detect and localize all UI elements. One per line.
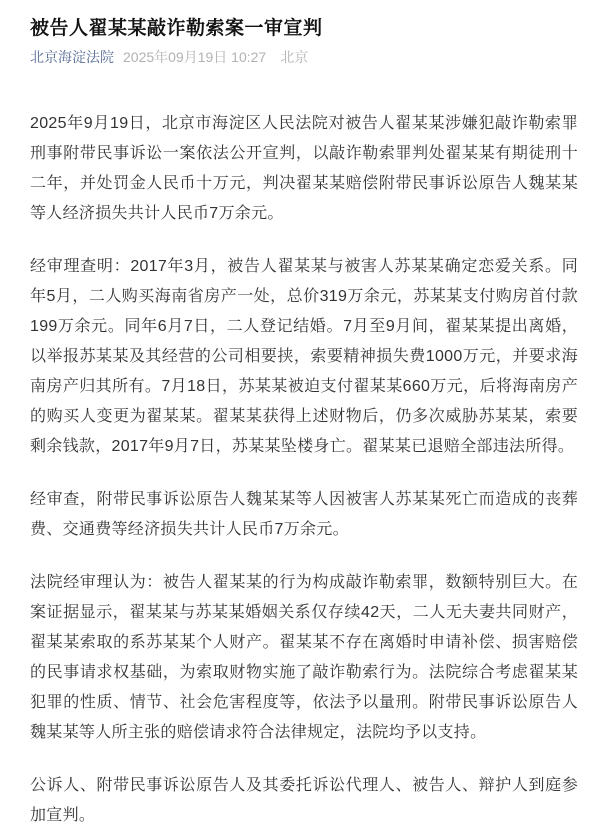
article-meta bbox=[30, 47, 578, 67]
article-paragraph-civil-losses: 经审查，附带民事诉讼原告人魏某某等人因被害人苏某某死亡而造成的丧葬费、交通费等经济损失共计人民币7万余元。 bbox=[30, 491, 578, 538]
publish-datetime: 2025年09月19日 10:27 bbox=[123, 49, 267, 65]
article-body bbox=[30, 109, 578, 831]
article-paragraph-attendance: 公诉人、附带民事诉讼原告人及其委托诉讼代理人、被告人、辩护人到庭参加宣判。 bbox=[30, 777, 578, 824]
article-paragraph-facts: 经审理查明：2017年3月，被告人翟某某与被害人苏某某确定恋爱关系。同年5月，二人购买海南省房产一处，总价319万余元，苏某某支付购房首付款199万余元。同年6月7日，二人登记结婚。7月至9月间，翟某某提出离婚，以举报苏某某及其经营的公司相要挟，索要精神损失费1000万元，并要求海南房产归其所有。7月18日，苏某某被迫支付翟某某660万元，后将海南房产的购买人变更为翟某某。翟某某获得上述财物后，仍多次威胁苏某某，索要剩余钱款，2017年9月7日，苏某某坠楼身亡。翟某某已退赔全部违法所得。 bbox=[30, 258, 578, 455]
article-paragraph-court-opinion: 法院经审理认为：被告人翟某某的行为构成敲诈勒索罪，数额特别巨大。在案证据显示，翟某某与苏某某婚姻关系仅存续42天，二人无夫妻共同财产，翟某某索取的系苏某某个人财产。翟某某不存在离婚时申请补偿、损害赔偿的民事请求权基础，为索取财物实施了敲诈勒索行为。法院综合考虑翟某某犯罪的性质、情节、社会危害程度等，依法予以量刑。附带民事诉讼原告人魏某某等人所主张的赔偿请求符合法律规定，法院均予以支持。 bbox=[30, 574, 578, 741]
publish-location: 北京 bbox=[280, 49, 309, 65]
account-name-link[interactable]: 北京海淀法院 bbox=[30, 49, 114, 65]
article-paragraph-verdict: 2025年9月19日，北京市海淀区人民法院对被告人翟某某涉嫌犯敲诈勒索罪刑事附带民事诉讼一案依法公开宣判，以敲诈勒索罪判处翟某某有期徒刑十二年，并处罚金人民币十万元，判决翟某某赔偿附带民事诉讼原告人魏某某等人经济损失共计人民币7万余元。 bbox=[30, 115, 578, 222]
article-title: 被告人翟某某敲诈勒索案一审宣判 bbox=[30, 18, 323, 39]
